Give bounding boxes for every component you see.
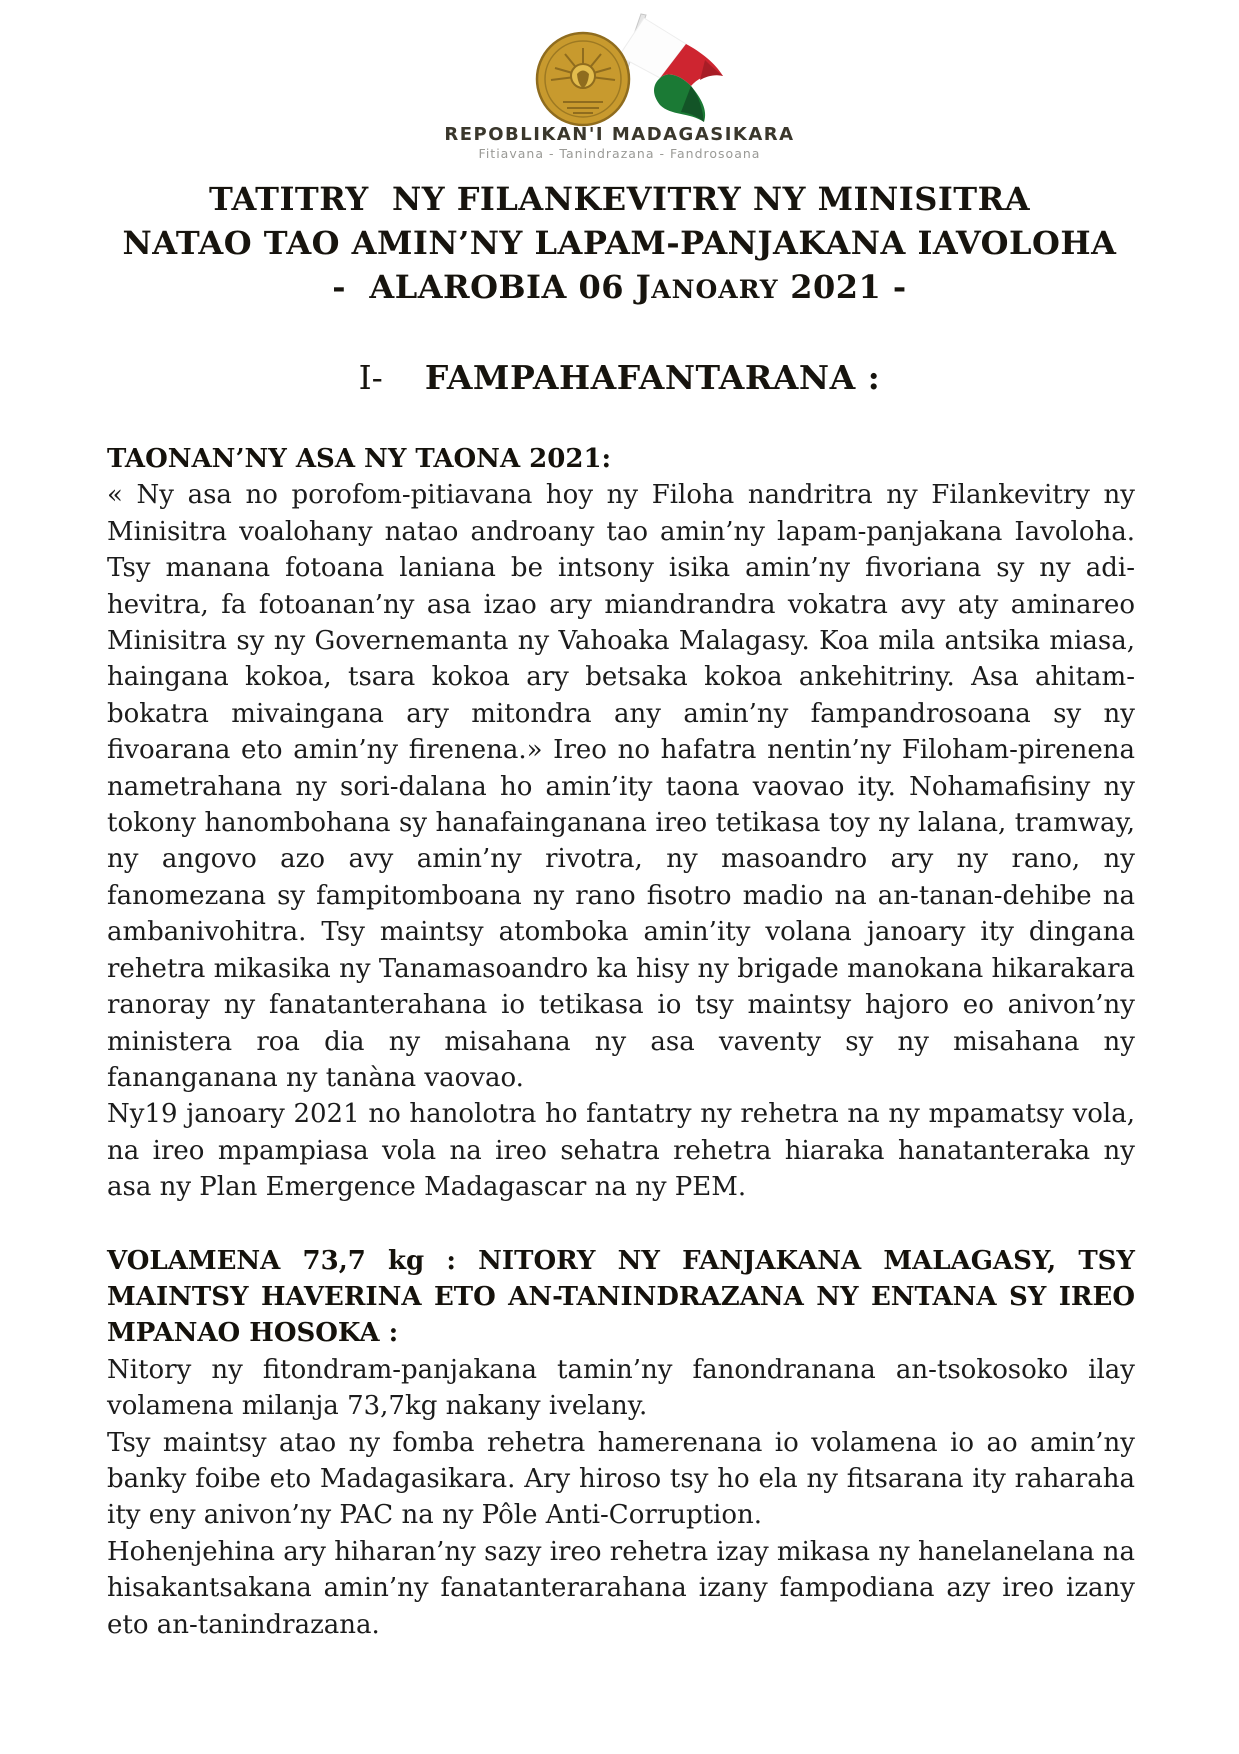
- date-smallcaps: ANOARY: [651, 275, 779, 304]
- subsection-heading-volamena: VOLAMENA 73,7 kg : NITORY NY FANJAKANA MALAGASY, TSY MAINTSY HAVERINA ETO AN-TANINDRAZANA NY ENTANA SY IREO MPANAO HOSOKA :: [107, 1245, 1135, 1349]
- madagascar-flag-seal-icon: [505, 12, 735, 128]
- country-name: REPOBLIKAN'I MADAGASIKARA: [444, 124, 795, 145]
- title-line-1: TATITRY NY FILANKEVITRY NY MINISITRA: [208, 180, 1031, 218]
- national-emblem: [0, 0, 1239, 161]
- document-title: [60, 177, 1179, 312]
- section-1-heading: [0, 358, 1239, 397]
- national-motto: Fitiavana - Tanindrazana - Fandrosoana: [478, 146, 761, 161]
- paragraph: Nitory ny fitondram-panjakana tamin’ny fanondranana an-tsokosoko ilay volamena milanja 73,7kg nakany ivelany.: [107, 1354, 1135, 1422]
- document-body: [107, 441, 1135, 1643]
- section-numeral: I-: [358, 358, 383, 397]
- paragraph: Ny19 janoary 2021 no hanolotra ho fantatry ny rehetra na ny mpamatsy vola, na ireo mpampiasa vola na ireo sehatra rehetra hiaraka hanatanteraka ny asa ny Plan Emergence Madagascar na ny PEM.: [107, 1099, 1135, 1203]
- title-date-line: [60, 265, 1179, 312]
- date-suffix: 2021 -: [778, 268, 907, 306]
- subsection-heading-taona-2021: TAONAN’NY ASA NY TAONA 2021:: [107, 444, 612, 474]
- paragraph: « Ny asa no porofom-pitiavana hoy ny Filoha nandritra ny Filankevitry ny Minisitra voalohany natao androany tao amin’ny lapam-panjakana Iavoloha. Tsy manana fotoana laniana be intsony isika amin’ny fivoriana sy ny adi-hevitra, fa fotoanan’ny asa izao ary miandrandra vokatra avy aty aminareo Minisitra sy ny Governemanta ny Vahoaka Malagasy. Koa mila antsika miasa, haingana kokoa, tsara kokoa ary betsaka kokoa ankehitriny. Asa ahitam-bokatra mivaingana ary mitondra any amin’ny fampandrosoana sy ny fivoarana eto amin’ny firenena.» Ireo no hafatra nentin’ny Filoham-pirenena nametrahana ny sori-dalana ho amin’ity taona vaovao ity. Nohamafisiny ny tokony hanombohana sy hanafainganana ireo tetikasa toy ny lalana, tramway, ny angovo azo avy amin’ny rivotra, ny masoandro ary ny rano, ny fanomezana sy fampitomboana ny rano fisotro madio na an-tanan-dehibe na ambanivohitra. Tsy maintsy atomboka amin’ity volana janoary ity dingana rehetra mikasika ny Tanamasoandro ka hisy ny brigade manokana hikarakara ranoray ny fanatanterahana io tetikasa io tsy maintsy hajoro eo anivon’ny ministera roa dia ny misahana ny asa vaventy sy ny misahana ny fananganana ny tanàna vaovao.: [107, 480, 1135, 1093]
- title-line-2: NATAO TAO AMIN’NY LAPAM-PANJAKANA IAVOLOHA: [122, 224, 1117, 262]
- date-prefix: - ALAROBIA 06 J: [332, 268, 652, 306]
- paragraph: Hohenjehina ary hiharan’ny sazy ireo rehetra izay mikasa ny hanelanelana na hisakantsakana amin’ny fanatanterarahana izany fampodiana azy ireo izany eto an-tanindrazana.: [107, 1536, 1135, 1640]
- section-label: FAMPAHAFANTARANA :: [424, 358, 881, 397]
- paragraph: Tsy maintsy atao ny fomba rehetra hamerenana io volamena io ao amin’ny banky foibe eto Madagasikara. Ary hiroso tsy ho ela ny fitsarana ity raharaha ity eny anivon’ny PAC na ny Pôle Anti-Corruption.: [107, 1427, 1135, 1531]
